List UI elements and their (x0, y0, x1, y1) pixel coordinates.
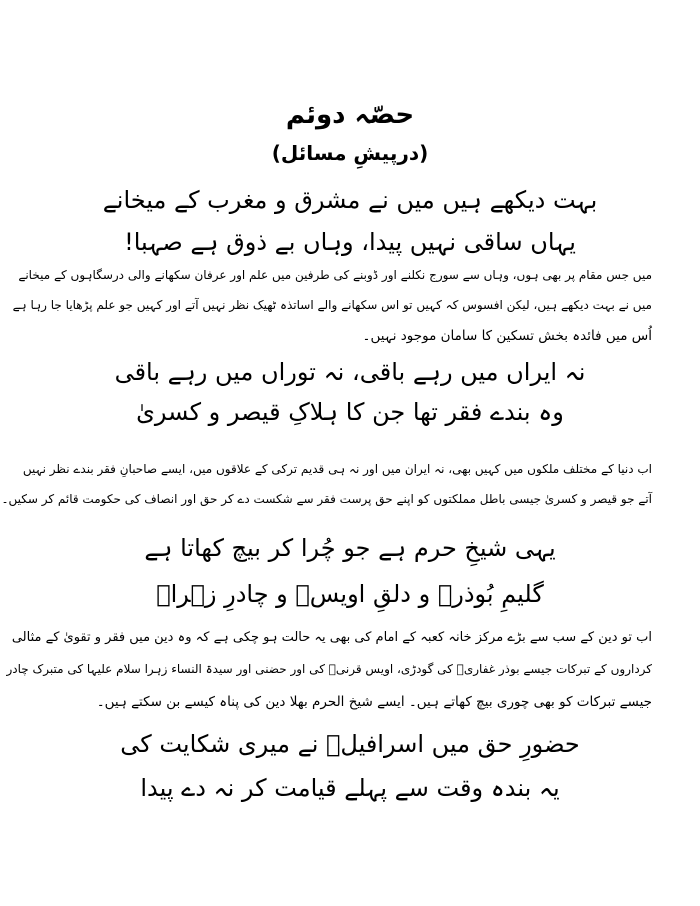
prose-line: اُس میں فائدہ بخش تسکین کا سامان موجود نہیں۔ (362, 328, 652, 344)
prose-line: میں جس مقام پر بھی ہوں، وہاں سے سورج نکلنے اور ڈوبنے کی طرفین میں علم اور عرفان سکھانے والی درسگاہوں کے میخانے (18, 268, 652, 282)
prose-line: آتے جو قیصر و کسریٰ جیسی باطل مملکتوں کو اپنے حق پرست فقر سے شکست دے کر حق اور انصاف کی حکومت قائم کر سکیں۔ (1, 492, 652, 506)
verse-line: گلیمِ بُوذرؓ و دلقِ اویسؓ و چادرِ زہراؓ (156, 580, 544, 608)
verse-line: حضورِ حق میں اسرافیلؑ نے میری شکایت کی (120, 730, 580, 758)
section-subheading: (درپیشِ مسائل) (271, 141, 429, 165)
verse-line: نہ ایراں میں رہے باقی، نہ توراں میں رہے باقی (114, 358, 586, 386)
prose-line: میں نے بہت دیکھے ہیں، لیکن افسوس کہ کہیں تو اس سکھانے والے اساتذہ ٹھیک نظر نہیں آتے اور کہیں جو علم پڑھایا جا رہا ہے (12, 298, 652, 312)
prose-line: جیسے تبرکات کو بھی چوری بیچ کھاتے ہیں۔ ایسے شیخ الحرم بھلا دین کی پناہ کیسے بن سکتے ہیں۔ (96, 694, 652, 710)
section-heading: حصّہ دوئم (285, 100, 415, 130)
verse-line: وہ بندے فقر تھا جن کا ہلاکِ قیصر و کسریٰ (136, 398, 564, 426)
verse-line: یہی شیخِ حرم ہے جو چُرا کر بیچ کھاتا ہے (144, 534, 556, 562)
verse-line: یہ بندہ وقت سے پہلے قیامت کر نہ دے پیدا (140, 774, 560, 802)
prose-line: اب تو دین کے سب سے بڑے مرکز خانہ کعبہ کے امام کی بھی یہ حالت ہو چکی ہے کہ وہ دین میں فقر و تقویٰ کے مثالی (11, 630, 652, 645)
verse-line: بہت دیکھے ہیں میں نے مشرق و مغرب کے میخانے (102, 186, 598, 214)
prose-line: کرداروں کے تبرکات جیسے بوذر غفاریؓ کی گودڑی، اویس قرنیؓ کی اور حضنی اور سیدۃ النساء زہرا سلام علیہا کی متبرک چادر (6, 662, 652, 676)
verse-line: یہاں ساقی نہیں پیدا، وہاں بے ذوق ہے صہبا! (124, 228, 576, 256)
prose-line: اب دنیا کے مختلف ملکوں میں کہیں بھی، نہ ایران میں اور نہ ہی قدیم ترکی کے علاقوں میں، ایسے صاحبانِ فقر بندے نظر نہیں (22, 462, 652, 476)
